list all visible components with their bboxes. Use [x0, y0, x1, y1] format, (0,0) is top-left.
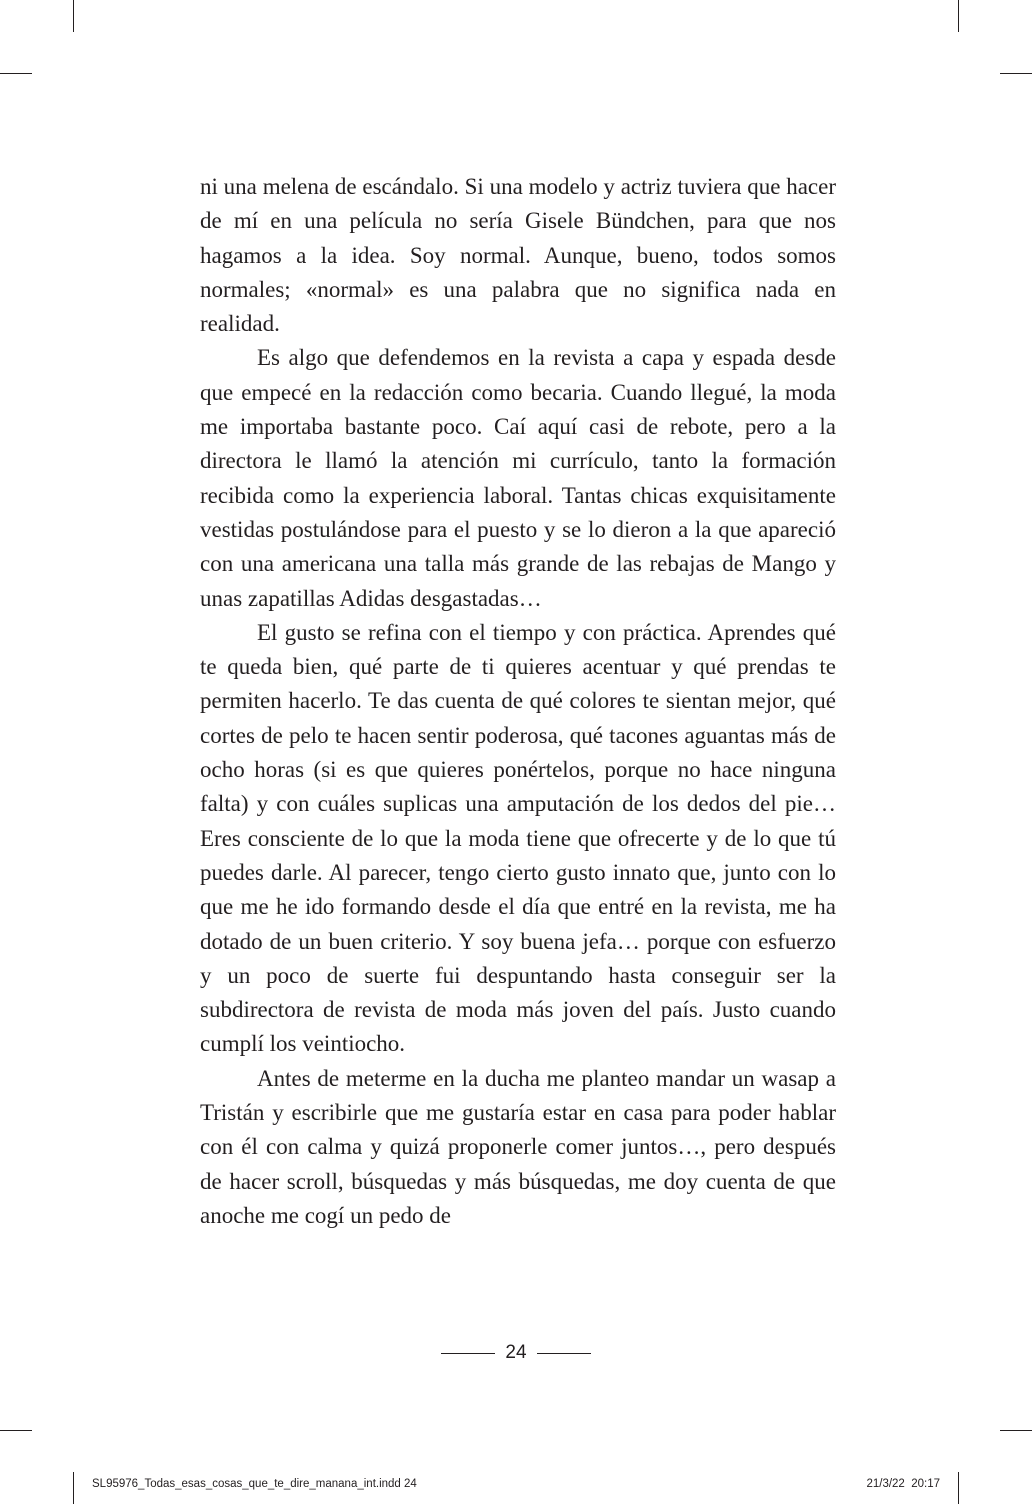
page-number: 24	[505, 1342, 527, 1363]
body-text	[200, 170, 836, 1233]
slug-time: 20:17	[911, 1478, 940, 1490]
slug-filename: SL95976_Todas_esas_cosas_que_te_dire_manana_int.indd 24	[92, 1478, 417, 1490]
crop-mark-bottom-left	[73, 1472, 74, 1504]
paragraph: Es algo que defendemos en la revista a capa y espada desde que empecé en la redacción como becaria. Cuando llegué, la moda me importaba bastante poco. Caí aquí casi de rebote, pero a la directora le llamó la atención mi currículo, tanto la formación recibida como la experiencia laboral. Tantas chicas exquisitamente vestidas postulándose para el puesto y se lo dieron a la que apareció con una americana una talla más grande de las rebajas de Mango y unas zapatillas Adidas desgastadas…	[200, 345, 836, 611]
crop-mark-left-bottom	[0, 1430, 32, 1431]
folio-rule-right	[537, 1353, 591, 1354]
paragraph: Antes de meterme en la ducha me planteo mandar un wasap a Tristán y escribirle que me gustaría estar en casa para poder hablar con él con calma y quizá proponerle comer juntos…, pero después de hacer scroll, búsquedas y más búsquedas, me doy cuenta de que anoche me cogí un pedo de	[200, 1065, 836, 1228]
paragraph: ni una melena de escándalo. Si una modelo y actriz tuviera que hacer de mí en una película no sería Gisele Bündchen, para que nos hagamos a la idea. Soy normal. Aunque, bueno, todos somos normales; «normal» es una palabra que no significa nada en realidad.	[200, 174, 836, 337]
crop-mark-bottom-right	[958, 1472, 959, 1504]
crop-mark-top-right	[958, 0, 959, 32]
slug-date: 21/3/22	[866, 1478, 905, 1490]
slug-timestamp	[866, 1478, 940, 1490]
crop-mark-top-left	[73, 0, 74, 32]
page-number-footer	[0, 1340, 1032, 1366]
crop-mark-left-top	[0, 73, 32, 74]
crop-mark-right-top	[1000, 73, 1032, 74]
folio-rule-left	[441, 1353, 495, 1354]
paragraph: El gusto se refina con el tiempo y con práctica. Aprendes qué te queda bien, qué parte de ti quieres acentuar y qué prendas te permiten hacerlo. Te das cuenta de qué colores te sientan mejor, qué cortes de pelo te hacen sentir poderosa, qué tacones aguantas más de ocho horas (si es que quieres ponértelos, porque no hace ninguna falta) y con cuáles suplicas una amputación de los dedos del pie… Eres consciente de lo que la moda tiene que ofrecerte y de lo que tú puedes darle. Al parecer, tengo cierto gusto innato que, junto con lo que me he ido formando desde el día que entré en la revista, me ha dotado de un buen criterio. Y soy buena jefa… porque con esfuerzo y un poco de suerte fui despuntando hasta conseguir ser la subdirectora de revista de moda más joven del país. Justo cuando cumplí los veintiocho.	[200, 619, 836, 1057]
crop-mark-right-bottom	[1000, 1430, 1032, 1431]
